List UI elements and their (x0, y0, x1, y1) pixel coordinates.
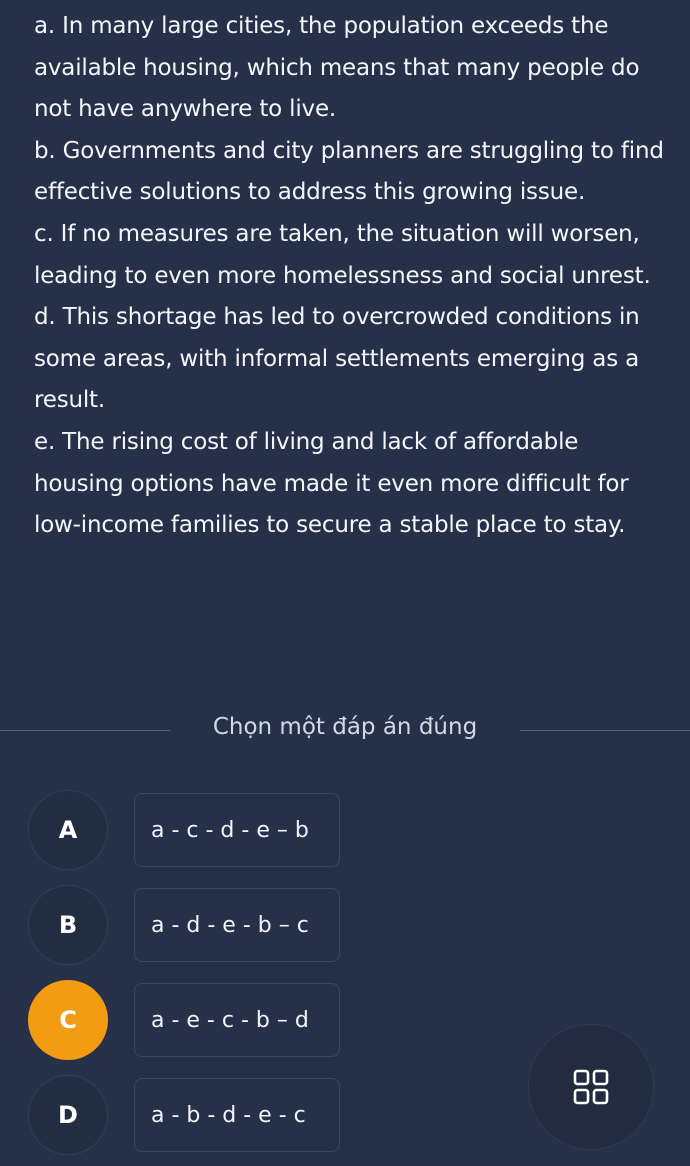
divider-line-left (0, 730, 170, 731)
option-d[interactable] (28, 1075, 348, 1155)
passage-sentence-a: a. In many large cities, the population exceeds the available housing, which means that many people do not have anywhere to live. (34, 13, 640, 123)
option-d-letter[interactable]: D (28, 1075, 108, 1155)
grid-icon (572, 1068, 610, 1106)
option-a[interactable] (28, 790, 348, 870)
question-grid-button[interactable] (528, 1024, 654, 1150)
option-c-letter[interactable]: C (28, 980, 108, 1060)
divider-line-right (520, 730, 690, 731)
option-d-answer[interactable]: a - b - d - e - c (134, 1078, 340, 1152)
question-passage (34, 6, 670, 547)
option-b-letter[interactable]: B (28, 885, 108, 965)
answer-prompt: Chọn một đáp án đúng (212, 714, 478, 740)
option-b[interactable] (28, 885, 348, 965)
passage-sentence-c: c. If no measures are taken, the situation will worsen, leading to even more homelessness and social unrest. (34, 220, 651, 289)
option-c[interactable] (28, 980, 348, 1060)
answer-prompt-divider (0, 708, 690, 752)
option-c-answer[interactable]: a - e - c - b – d (134, 983, 340, 1057)
passage-sentence-d: d. This shortage has led to overcrowded conditions in some areas, with informal settlements emerging as a result. (34, 304, 640, 414)
option-b-answer[interactable]: a - d - e - b – c (134, 888, 340, 962)
passage-sentence-b: b. Governments and city planners are struggling to find effective solutions to address this growing issue. (34, 137, 664, 206)
option-a-letter[interactable]: A (28, 790, 108, 870)
option-a-answer[interactable]: a - c - d - e – b (134, 793, 340, 867)
passage-sentence-e: e. The rising cost of living and lack of affordable housing options have made it even more difficult for low-income families to secure a stable place to stay. (34, 428, 629, 539)
